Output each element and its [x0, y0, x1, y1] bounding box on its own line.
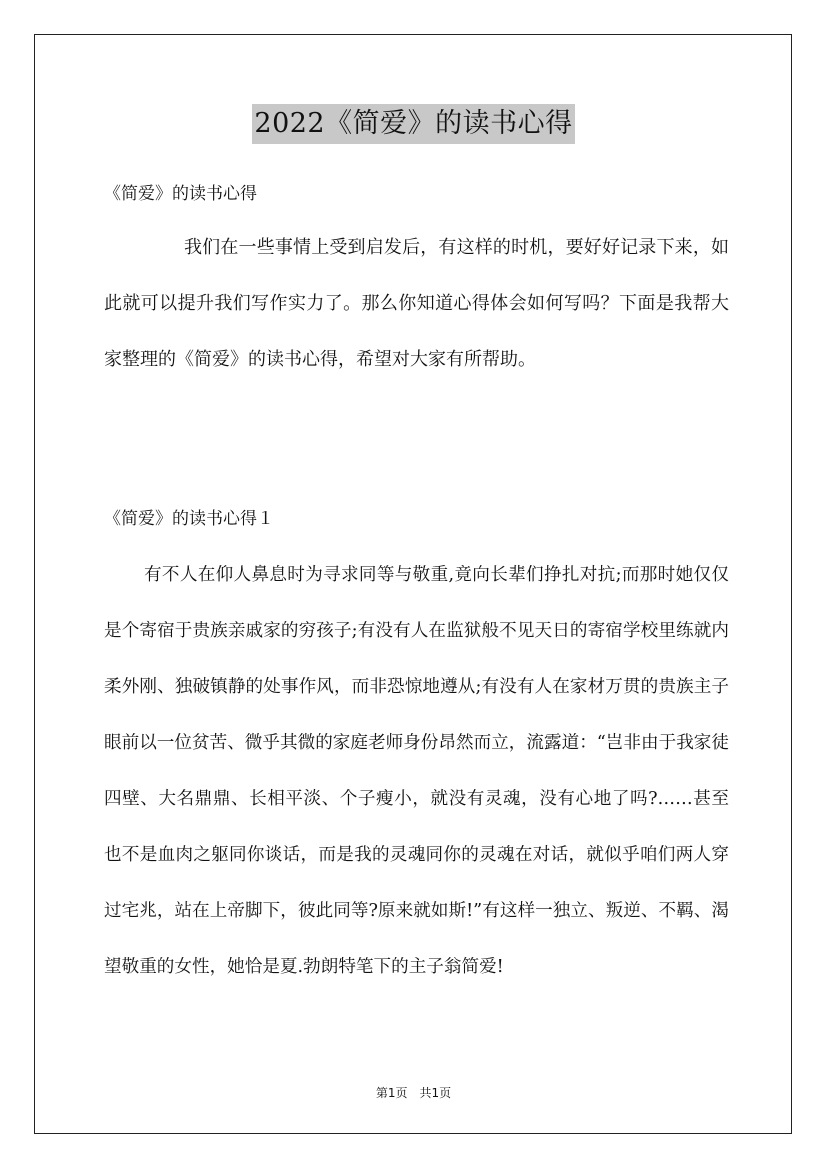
section-heading: 《简爱》的读书心得 — [104, 184, 257, 204]
part1-paragraph: 有不人在仰人鼻息时为寻求同等与敬重,竟向长辈们挣扎对抗;而那时她仅仅是个寄宿于贵族亲戚家的穷孩子;有没有人在监狱般不见天日的寄宿学校里练就内柔外刚、独破镇静的处事作风，而非恐惊地遵从;有没有人在家材万贯的贵族主子眼前以一位贫苦、微乎其微的家庭老师身份昂然而立，流露道：“岂非由于我家徒四壁、大名鼎鼎、长相平淡、个子瘦小，就没有灵魂，没有心地了吗?……甚至也不是血肉之躯同你谈话，而是我的灵魂同你的灵魂在对话，就似乎咱们两人穿过宅兆，站在上帝脚下，彼此同等?原来就如斯!”有这样一独立、叛逆、不羁、渴望敬重的女性，她恰是夏.勃朗特笔下的主子翁简爱! — [104, 565, 729, 977]
document-title: 2022《简爱》的读书心得 — [252, 104, 574, 144]
intro-paragraph: 我们在一些事情上受到启发后，有这样的时机，要好好记录下来，如此就可以提升我们写作实力了。那么你知道心得体会如何写吗？下面是我帮大家整理的《简爱》的读书心得，希望对大家有所帮助。 — [104, 237, 729, 370]
part1-heading: 《简爱》的读书心得１ — [104, 509, 274, 529]
title-container — [0, 104, 827, 144]
page-footer: 第1页 共1页 — [375, 1086, 452, 1100]
